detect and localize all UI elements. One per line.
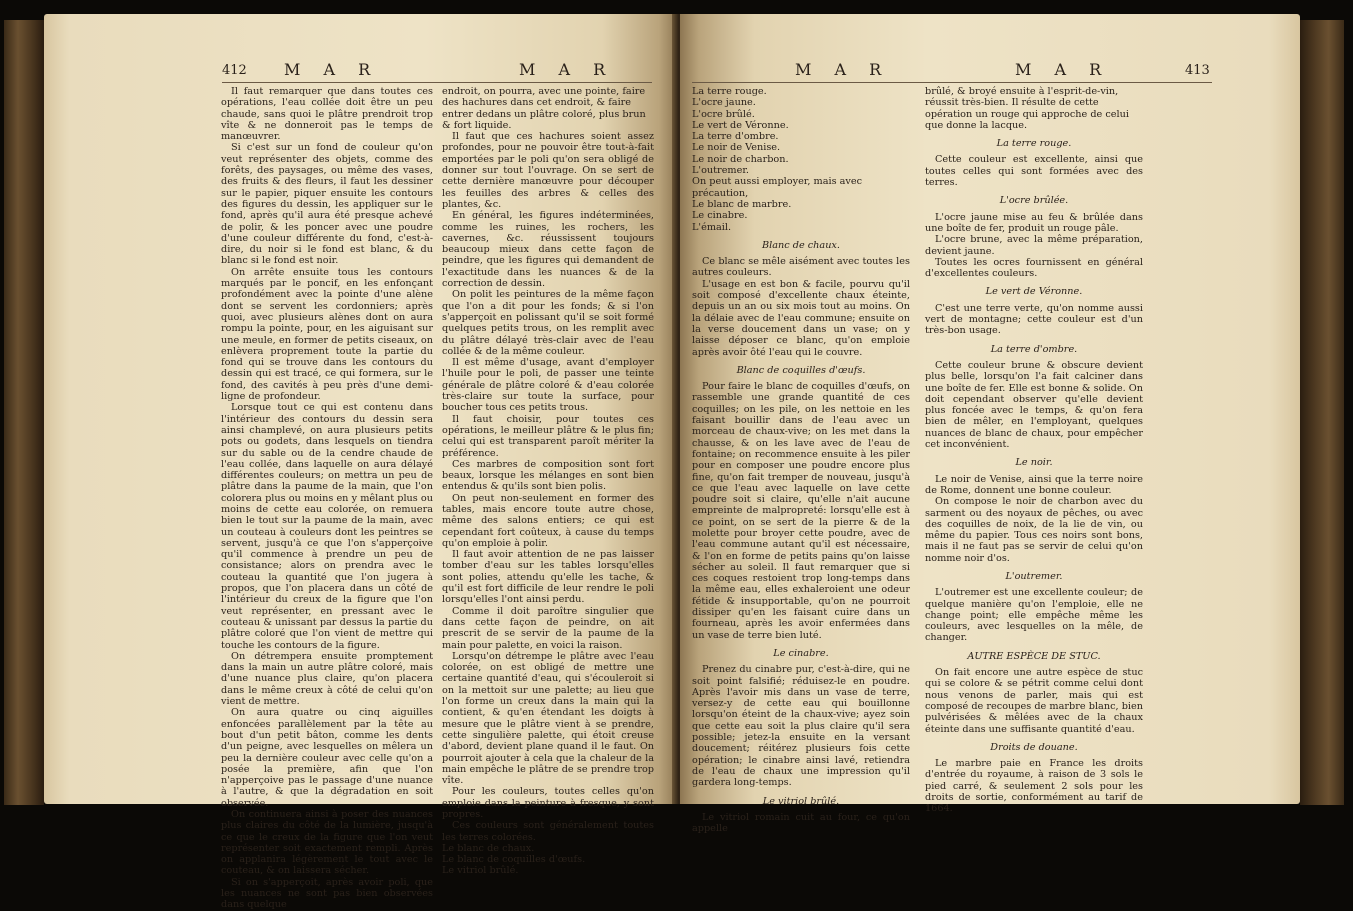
text-paragraph: On polit les peintures de la même façon que l'on a dit pour les fonds; & si l'on s'apperçoit en polissant qu'il se soit formé quelques petits trous, on les remplit avec du plâtre délayé très-clair avec de l'eau collée & de la même couleur.	[442, 289, 654, 357]
section-heading: La terre d'ombre.	[990, 343, 1078, 355]
text-paragraph: On compose le noir de charbon avec du sarment ou des noyaux de pêches, ou avec des coquilles de noix, de la lie de vin, ou même du papier. Tous ces noirs sont bons, mais il ne faut pas se servir de celui qu'on nomme noir d'os.	[925, 496, 1143, 564]
section-heading: AUTRE ESPÈCE DE STUC.	[967, 650, 1101, 662]
text-paragraph: Ces couleurs sont généralement toutes les terres colorées.	[442, 820, 654, 843]
text-paragraph: Le noir de Venise, ainsi que la terre noire de Rome, donnent une bonne couleur.	[925, 473, 1143, 496]
text-paragraph: Toutes les ocres fournissent en général d'excellentes couleurs.	[925, 256, 1143, 280]
running-head-right-col1: M A R	[795, 60, 891, 79]
section-heading: L'outremer.	[1005, 570, 1063, 582]
text-paragraph: L'ocre brûlé.	[692, 108, 755, 120]
text-paragraph: Pour faire le blanc de coquilles d'œufs, on rassemble une grande quantité de ces coquilles; on les pile, on les nettoie en les faisant bouillir dans de l'eau avec un morceau de chaux-vive; on les met dans la chausse, & on les lave avec de l'eau de fontaine; on recommence ensuite à les piler pour en composer une poudre encore plus fine, qu'on fait tremper de nouveau, jusqu'à ce que l'eau avec laquelle on lave cette poudre soit si claire, qu'elle n'ait aucune empreinte de malpropreté: lorsqu'elle est à ce point, on se sert de la pierre & de la molette pour broyer cette poudre, avec de l'eau commune autant qu'il est nécessaire, & l'on en forme de petits pains qu'on laisse sécher au soleil. Il faut remarquer que si ces coques restoient trop long-temps dans la même eau, elles exhaleroient une odeur fétide & insupportable, qu'on ne pourroit dissiper qu'en les faisant cuire dans un fourneau, après les avoir enfermées dans un vase de terre bien luté.	[692, 381, 910, 641]
text-paragraph: On aura quatre ou cinq aiguilles enfoncées parallèlement par la tête au bout d'un petit bâton, comme les dents d'un peigne, avec lesquelles on mêlera un peu la dernière couleur avec celle qu'on a posée la première, afin que l'on n'apperçoive pas le passage d'une nuance à l'autre, & que la dégradation en soit observée.	[221, 707, 433, 809]
text-paragraph: Il est même d'usage, avant d'employer l'huile pour le poli, de passer une teinte générale de plâtre coloré & d'eau colorée très-claire sur toute la surface, pour boucher tous ces petits trous.	[442, 357, 654, 414]
left-page-column-2	[442, 86, 654, 877]
running-head-right-col2: M A R	[1015, 60, 1111, 79]
right-page	[680, 14, 1300, 835]
text-paragraph: Ce blanc se mêle aisément avec toutes les autres couleurs.	[692, 256, 910, 279]
text-paragraph: Lorsque tout ce qui est contenu dans l'intérieur des contours du dessin sera ainsi champlevé, on aura plusieurs petits pots ou godets, dans lesquels on tiendra sur du sable ou de la cendre chaude de l'eau collée, dans laquelle on aura délayé différentes couleurs; on mettra un peu de plâtre dans la paume de la main, que l'on colorera plus ou moins en y mêlant plus ou moins de cette eau colorée, on remuera bien le tout sur la paume de la main, avec un couteau à couleurs dont les peintres se servent, jusqu'à ce que l'on s'apperçoive qu'il commence à prendre un peu de consistance; alors on prendra avec le couteau la quantité que l'on jugera à propos, que l'on placera dans un côté de l'intérieur du creux de la figure que l'on veut représenter, en pressant avec le couteau & unissant par dessus la partie du plâtre coloré que l'on vient de mettre qui touche les contours de la figure.	[221, 402, 433, 651]
text-paragraph: Ces marbres de composition sont fort beaux, lorsque les mélanges en sont bien entendus & qu'ils sont bien polis.	[442, 458, 654, 493]
text-paragraph: On peut aussi employer, mais avec précaution,	[692, 176, 863, 199]
text-paragraph: Le marbre paie en France les droits d'entrée du royaume, à raison de 3 sols le pied carré, & seulement 2 sols pour les droits de sortie, conformément au tarif de 1664.	[925, 758, 1143, 815]
page-number-right: 413	[1185, 63, 1210, 78]
text-paragraph: endroit, on pourra, avec une pointe, faire des hachures dans cet endroit, & faire entrer dedans un plâtre coloré, plus brun & fort liquide.	[442, 86, 646, 131]
text-paragraph: Le noir de Venise.	[692, 142, 781, 154]
left-page-column-1	[221, 86, 433, 911]
header-rule-right	[692, 82, 1212, 83]
section-heading: Le noir.	[1015, 457, 1053, 469]
text-paragraph: Le cinabre.	[692, 210, 748, 222]
text-paragraph: Le blanc de chaux.	[442, 842, 535, 854]
text-paragraph: Si on s'apperçoit, après avoir poli, que les nuances ne sont pas bien observées dans quelque	[221, 876, 433, 911]
right-page-header	[680, 60, 1300, 82]
section-heading: Blanc de chaux.	[762, 239, 840, 251]
page-edges-right	[1300, 20, 1344, 805]
section-heading: Le vitriol brûlé.	[762, 795, 840, 807]
text-paragraph: Le vert de Véronne.	[692, 119, 789, 131]
text-paragraph: L'ocre jaune mise au feu & brûlée dans une boîte de fer, produit un rouge pâle.	[925, 211, 1143, 234]
text-paragraph: brûlé, & broyé ensuite à l'esprit-de-vin, réussit très-bien. Il résulte de cette opération un rouge qui approche de celui que donne la lacque.	[925, 86, 1129, 131]
text-paragraph: En général, les figures indéterminées, comme les ruines, les rochers, les cavernes, &c. réussissent toujours beaucoup mieux dans cette façon de peindre, que les figures qui demandent de l'exactitude dans les nuances & de la correction de dessin.	[442, 210, 654, 290]
text-paragraph: Il faut que ces hachures soient assez profondes, pour ne pouvoir être tout-à-fait emportées par le poli qu'on sera obligé de donner sur tout l'ouvrage. On se sert de cette dernière manœuvre pour découper les feuilles des arbres & celles des plantes, &c.	[442, 131, 654, 210]
text-paragraph: Le blanc de coquilles d'œufs.	[442, 854, 586, 866]
text-paragraph: C'est une terre verte, qu'on nomme aussi vert de montagne; cette couleur est d'un très-bon usage.	[925, 302, 1143, 337]
text-paragraph: On détrempera ensuite promptement dans la main un autre plâtre coloré, mais d'une nuance plus claire, qu'on placera dans le même creux à côté de celui qu'on vient de mettre.	[221, 650, 433, 708]
text-paragraph: Le vitriol romain cuit au four, ce qu'on appelle	[692, 811, 910, 835]
text-paragraph: Si c'est sur un fond de couleur qu'on veut représenter des objets, comme des forêts, des paysages, ou même des vases, des fruits & des fleurs, il faut les dessiner sur le papier, piquer ensuite les contours des figures du dessin, les appliquer sur le fond, après qu'il aura été presque achevé de polir, & les poncer avec une poudre d'une couleur différente du fond, c'est-à-dire, du noir si le fond est blanc, & du blanc si le fond est noir.	[221, 142, 433, 267]
section-heading: Le vert de Véronne.	[985, 286, 1083, 298]
text-paragraph: Il faut avoir attention de ne pas laisser tomber d'eau sur les tables lorsqu'elles sont polies, attendu qu'elle les tache, & qu'il est fort difficile de leur rendre le poli lorsqu'elles l'ont ainsi perdu.	[442, 549, 654, 606]
text-paragraph: On continuera ainsi à poser des nuances plus claires du côté de la lumière, jusqu'à ce que le creux de la figure que l'on veut représenter soit exactement rempli. Après on applanira légèrement le tout avec le couteau, & on laissera sécher.	[221, 809, 433, 877]
running-head-left-col1: M A R	[284, 60, 380, 79]
section-heading: Le cinabre.	[773, 647, 829, 659]
section-heading: La terre rouge.	[996, 138, 1072, 150]
left-page	[44, 14, 678, 911]
running-head-left-col2: M A R	[519, 60, 615, 79]
text-paragraph: L'émail.	[692, 221, 732, 233]
text-paragraph: La terre rouge.	[692, 86, 767, 97]
text-paragraph: On arrête ensuite tous les contours marqués par le poncif, en les enfonçant profondément avec la pointe d'une alène dont se servent les cordonniers; après quoi, avec plusieurs alènes dont on aura rompu la pointe, pour, en les aiguisant sur une meule, en former de petits ciseaux, on enlèvera proprement toute la partie du fond qui se trouve dans les contours du dessin qui est tracé, ce qui formera, sur le fond, des cavités à peu près d'une demi-ligne de profondeur.	[221, 266, 433, 403]
text-paragraph: L'outremer est une excellente couleur; de quelque manière qu'on l'emploie, elle ne change point; elle empêche même les couleurs, avec lesquelles on la mêle, de changer.	[925, 587, 1143, 644]
text-paragraph: La terre d'ombre.	[692, 131, 779, 143]
text-paragraph: Pour les couleurs, toutes celles qu'on emploie dans la peinture à fresque, y sont propres.	[442, 786, 654, 820]
page-edges-left	[4, 20, 44, 805]
text-paragraph: Comme il doit paroître singulier que dans cette façon de peindre, on ait prescrit de se servir de la paume de la main pour palette, en voici la raison.	[442, 605, 654, 651]
text-paragraph: Prenez du cinabre pur, c'est-à-dire, qui ne soit point falsifié; réduisez-le en poudre. Après l'avoir mis dans un vase de terre, versez-y de cette eau qui bouillonne lorsqu'on éteint de la chaux-vive; ayez soin que cette eau soit la plus claire qu'il sera possible; jetez-la ensuite en la versant doucement; réitérez plusieurs fois cette opération; le cinabre ainsi lavé, retiendra de l'eau de chaux une impression qu'il gardera long-temps.	[692, 664, 910, 789]
text-paragraph: Il faut choisir, pour toutes ces opérations, le meilleur plâtre & le plus fin; celui qui est transparent paroît mériter la préférence.	[442, 413, 654, 459]
text-paragraph: L'outremer.	[692, 165, 749, 177]
text-paragraph: Cette couleur est excellente, ainsi que toutes celles qui sont formées avec des terres.	[925, 154, 1143, 189]
section-heading: Droits de douane.	[990, 741, 1078, 753]
text-paragraph: Lorsqu'on détrempe le plâtre avec l'eau colorée, on est obligé de mettre une certaine quantité d'eau, qui s'écouleroit si on la mettoit sur une palette; au lieu que l'on forme un creux dans la main qui la contient, & qu'en étendant les doigts à mesure que le plâtre vient à se prendre, cette singulière palette, qui étoit creuse d'abord, devient plane quand il le faut. On pourroit ajouter à cela que la chaleur de la main empêche le plâtre de se prendre trop vîte.	[442, 650, 654, 787]
text-paragraph: Le vitriol brûlé.	[442, 865, 519, 877]
text-paragraph: Il faut remarquer que dans toutes ces opérations, l'eau collée doit être un peu chaude, sans quoi le plâtre prendroit trop vîte & ne donneroit pas le temps de manœuvrer.	[221, 86, 433, 143]
header-rule-left	[222, 82, 652, 83]
text-paragraph: Le noir de charbon.	[692, 153, 789, 165]
section-heading: Blanc de coquilles d'œufs.	[736, 364, 866, 376]
right-page-column-1	[692, 86, 910, 834]
text-paragraph: L'usage en est bon & facile, pourvu qu'il soit composé d'excellente chaux éteinte, depuis un an ou six mois tout au moins. On la délaie avec de l'eau commune; ensuite on la verse doucement dans un vase; on y laisse déposer ce blanc, qu'on emploie après avoir ôté l'eau qui le couvre.	[692, 278, 910, 358]
text-paragraph: L'ocre brune, avec la même préparation, devient jaune.	[925, 234, 1143, 257]
text-paragraph: On peut non-seulement en former des tables, mais encore toute autre chose, même des salons entiers; ce qui est cependant fort coûteux, à cause du temps qu'on emploie à polir.	[442, 492, 654, 549]
text-paragraph: Le blanc de marbre.	[692, 198, 792, 210]
text-paragraph: On fait encore une autre espèce de stuc qui se colore & se pétrit comme celui dont nous venons de parler, mais qui est composé de recoupes de marbre blanc, bien pulvérisées & mêlées avec de la chaux éteinte dans une suffisante quantité d'eau.	[925, 667, 1143, 735]
right-page-column-2	[925, 86, 1143, 815]
text-paragraph: Cette couleur brune & obscure devient plus belle, lorsqu'on l'a fait calciner dans une boîte de fer. Elle est bonne & solide. On doit cependant observer qu'elle devient plus foncée avec le temps, & qu'on fera bien de mêler, en l'employant, quelques nuances de blanc de chaux, pour empêcher cet inconvénient.	[925, 359, 1143, 451]
page-number-left: 412	[222, 63, 247, 78]
section-heading: L'ocre brûlée.	[999, 195, 1069, 207]
left-page-header	[44, 60, 678, 82]
text-paragraph: L'ocre jaune.	[692, 97, 756, 109]
